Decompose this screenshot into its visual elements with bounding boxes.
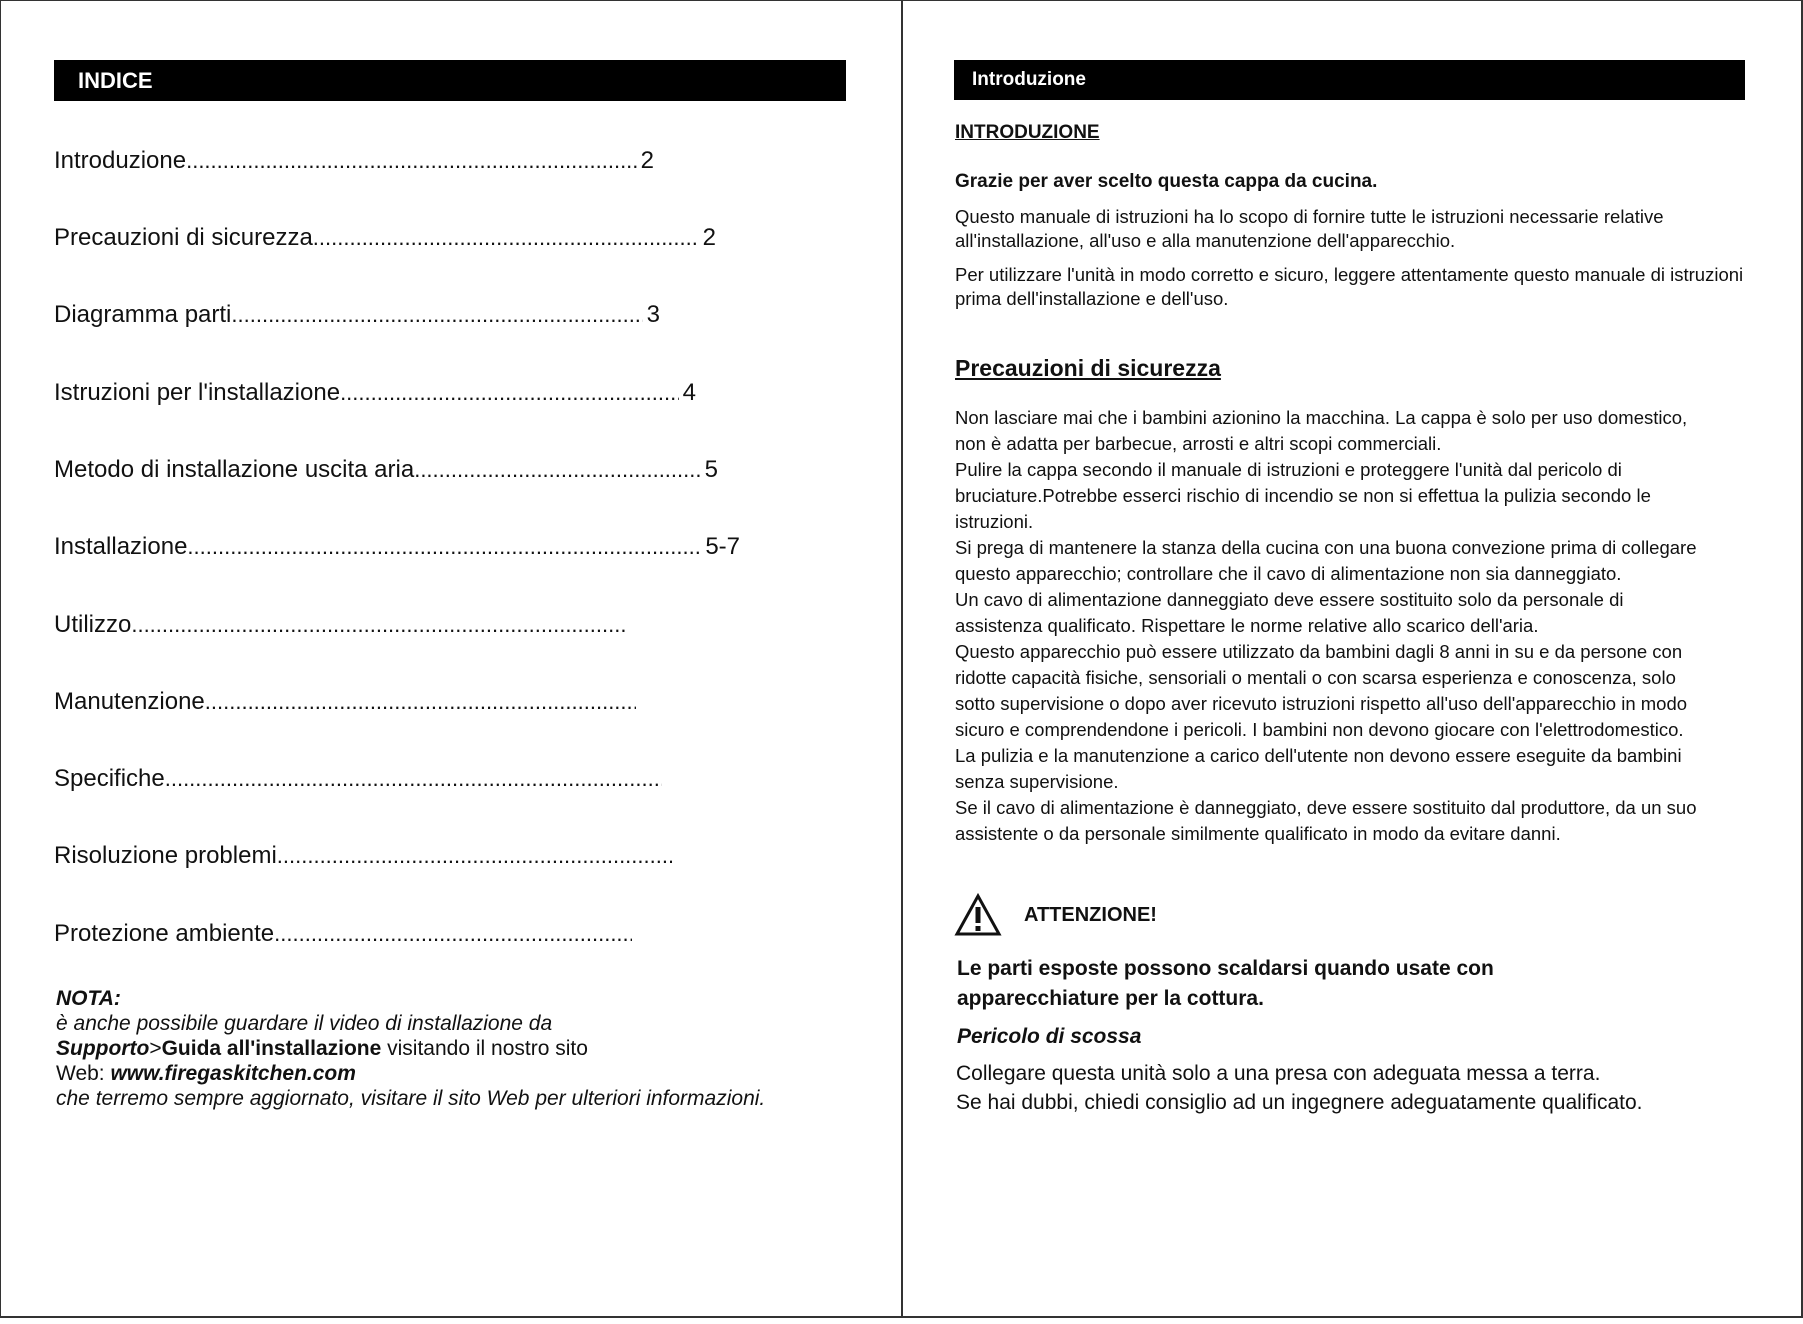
safety-line: assistente o da personale similmente qualificato in modo da evitare danni.: [955, 823, 1561, 844]
introduction-header-title: Introduzione: [972, 69, 1086, 90]
safety-line: questo apparecchio; controllare che il cavo di alimentazione non sia danneggiato.: [955, 563, 1622, 584]
note-arrow: >: [149, 1037, 162, 1060]
shock-line: Se hai dubbi, chiedi consiglio ad un ingegnere adeguatamente qualificato.: [956, 1091, 1643, 1114]
safety-line: Si prega di mantenere la stanza della cucina con una buona convezione prima di collegare: [955, 537, 1697, 558]
toc-leader-dots: [414, 457, 700, 483]
toc-entry-title: Utilizzo: [54, 611, 132, 638]
shock-title: Pericolo di scossa: [957, 1025, 1142, 1048]
safety-line: ridotte capacità fisiche, sensoriali o mentali o con scarsa esperienza e conoscenza, solo: [955, 667, 1676, 688]
safety-body: [955, 405, 1775, 847]
toc-entry-metodo[interactable]: [54, 456, 718, 490]
shock-body: [956, 1059, 1776, 1117]
toc-entry-diagramma[interactable]: [54, 301, 660, 335]
toc-entry-title: Manutenzione: [54, 688, 205, 715]
toc-entry-title: Precauzioni di sicurezza: [54, 224, 313, 251]
thanks-text: Grazie per aver scelto questa cappa da cucina.: [955, 171, 1378, 192]
left-page: [0, 0, 901, 1318]
note-line-3: [56, 1036, 856, 1061]
toc-entry-page: 3: [646, 301, 660, 328]
safety-line: senza supervisione.: [955, 771, 1119, 792]
toc-entry-page: 4: [682, 379, 696, 406]
warning-text: [957, 954, 1657, 1014]
index-header: [54, 60, 846, 101]
toc-leader-dots: [131, 612, 628, 638]
toc-entry-precauzioni[interactable]: [54, 224, 716, 258]
safety-line: istruzioni.: [955, 511, 1034, 532]
toc-entry-page: 5-7: [705, 533, 740, 560]
toc-entry-manutenzione[interactable]: [54, 688, 640, 722]
toc-entry-title: Istruzioni per l'installazione: [54, 379, 341, 406]
note-web-line: [56, 1061, 856, 1086]
safety-line: Se il cavo di alimentazione è danneggiato, deve essere sostituito dal produttore, da un suo: [955, 797, 1697, 818]
warning-block: [954, 893, 1157, 937]
safety-line: Un cavo di alimentazione danneggiato deve essere sostituito solo da personale di: [955, 589, 1624, 610]
toc-entry-title: Risoluzione problemi: [54, 842, 277, 869]
toc-leader-dots: [277, 843, 672, 869]
note-line-5: che terremo sempre aggiornato, visitare il sito Web per ulteriori informazioni.: [56, 1087, 766, 1110]
intro-paragraph-1: Questo manuale di istruzioni ha lo scopo di fornire tutte le istruzioni necessarie relative all'installazione, all'uso e alla manutenzione dell'apparecchio.: [955, 206, 1664, 251]
note-line-1: è anche possibile guardare il video di installazione da: [56, 1012, 553, 1035]
toc-entry-title: Diagramma parti: [54, 301, 232, 328]
toc-leader-dots: [186, 148, 637, 174]
toc-leader-dots: [165, 766, 662, 792]
toc-entry-page: 2: [702, 224, 716, 251]
toc-entry-introduzione[interactable]: [54, 147, 654, 181]
safety-line: Non lasciare mai che i bambini azionino la macchina. La cappa è solo per uso domestico,: [955, 407, 1688, 428]
toc-leader-dots: [274, 921, 632, 947]
warning-text-line: apparecchiature per la cottura.: [957, 987, 1264, 1010]
toc-entry-istruzioni[interactable]: [54, 379, 696, 413]
warning-title: ATTENZIONE!: [1024, 903, 1157, 926]
note-label: NOTA:: [56, 987, 121, 1010]
index-header-title: INDICE: [78, 67, 153, 93]
toc-leader-dots: [205, 689, 636, 715]
intro-paragraph-2: Per utilizzare l'unità in modo corretto e sicuro, leggere attentamente questo manuale di istruzioni prima dell'installazione e dell'uso.: [955, 264, 1744, 309]
toc-entry-installazione[interactable]: [54, 533, 740, 567]
introduction-header: [954, 60, 1745, 100]
note-support: Supporto: [56, 1037, 150, 1060]
toc-entry-page: 5: [704, 456, 718, 483]
toc-entry-title: Installazione: [54, 533, 188, 560]
note-web-label: Web:: [56, 1062, 111, 1085]
toc-leader-dots: [313, 225, 699, 251]
toc-entry-title: Specifiche: [54, 765, 165, 792]
safety-heading: Precauzioni di sicurezza: [955, 355, 1221, 381]
right-page: [901, 0, 1803, 1318]
note-guide: Guida all'installazione: [161, 1037, 382, 1060]
toc-entry-utilizzo[interactable]: [54, 611, 632, 645]
toc-leader-dots: [231, 302, 642, 328]
safety-line: sotto supervisione o dopo aver ricevuto istruzioni rispetto all'uso dell'apparecchio in modo: [955, 693, 1688, 714]
safety-line: bruciature.Potrebbe esserci rischio di incendio se non si effettua la pulizia secondo le: [955, 485, 1651, 506]
installation-video-note: [56, 986, 856, 1111]
toc-entry-page: 2: [640, 147, 654, 174]
safety-line: sicuro e comprendendone i pericoli. I bambini non devono giocare con l'elettrodomestico.: [955, 719, 1684, 740]
safety-line: Questo apparecchio può essere utilizzato da bambini dagli 8 anni in su e da persone con: [955, 641, 1683, 662]
shock-line: Collegare questa unità solo a una presa con adeguata messa a terra.: [956, 1062, 1601, 1085]
note-web-url[interactable]: www.firegaskitchen.com: [110, 1062, 356, 1085]
toc-entry-risoluzione[interactable]: [54, 842, 676, 876]
safety-line: assistenza qualificato. Rispettare le norme relative allo scarico dell'aria.: [955, 615, 1539, 636]
safety-line: La pulizia e la manutenzione a carico dell'utente non devono essere eseguite da bambini: [955, 745, 1682, 766]
toc-entry-title: Metodo di installazione uscita aria: [54, 456, 415, 483]
note-line-3-rest: visitando il nostro sito: [381, 1037, 588, 1060]
toc-entry-title: Protezione ambiente: [54, 920, 275, 947]
safety-line: non è adatta per barbecue, arrosti e altri scopi commerciali.: [955, 433, 1442, 454]
toc-leader-dots: [340, 380, 679, 406]
toc-entry-title: Introduzione: [54, 147, 187, 174]
toc-entry-specifiche[interactable]: [54, 765, 666, 799]
intro-heading: INTRODUZIONE: [955, 122, 1100, 143]
toc-leader-dots: [187, 534, 701, 560]
warning-text-line: Le parti esposte possono scaldarsi quando usate con: [957, 957, 1494, 980]
safety-line: Pulire la cappa secondo il manuale di istruzioni e proteggere l'unità dal pericolo di: [955, 459, 1622, 480]
toc-entry-protezione[interactable]: [54, 920, 636, 954]
warning-triangle-icon: [954, 893, 1002, 937]
